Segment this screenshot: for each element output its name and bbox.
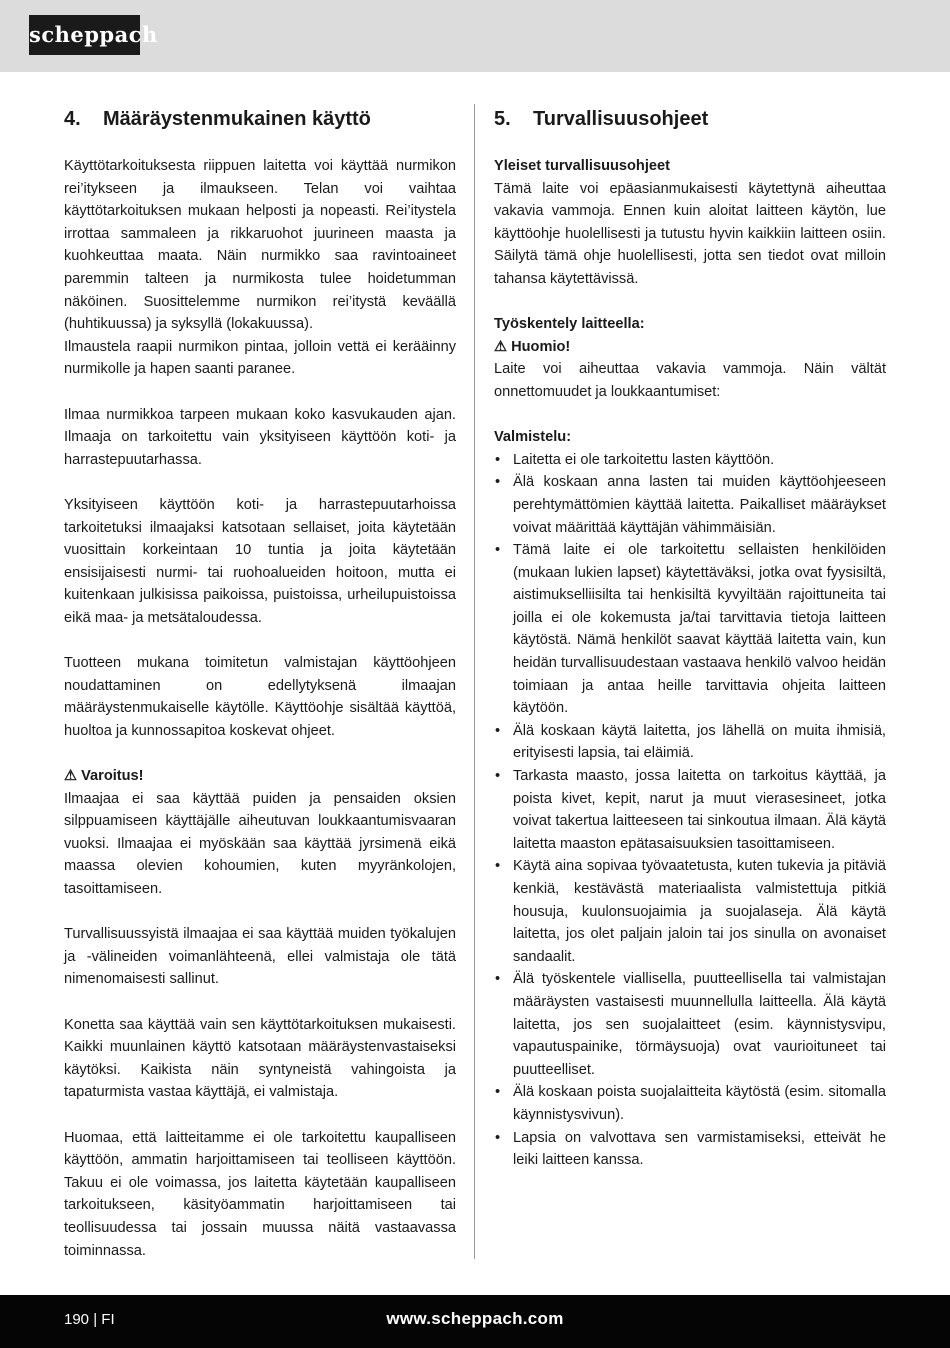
list-item bbox=[494, 855, 886, 968]
list-item bbox=[494, 1081, 886, 1126]
paragraph: Huomaa, että laitteitamme ei ole tarkoitettu kaupalliseen käyttöön, ammatin harjoittamiseen tai teolliseen käyttöön. Takuu ei ole voimassa, jos laitetta käytetään kaupalliseen tarkoitukseen, käsityöammatin harjoittamiseen tai teollisuudessa tai jossain muussa näitä vastaavassa toiminnassa. bbox=[64, 1129, 456, 1259]
bullet: • bbox=[495, 858, 501, 875]
list-item bbox=[494, 968, 886, 1081]
separator: | bbox=[93, 1311, 98, 1328]
section-5-heading bbox=[494, 104, 886, 134]
paragraph: Käyttötarkoituksesta riippuen laitetta voi käyttää nurmikon rei’itykseen ja ilmaukseen. Telan voi vaihtaa käyttötarkoituksen mukaan helposti ja nopeasti. Rei’itystela irrottaa sammaleen ja rikkaruohot juurineen maasta ja kuohkeuttaa maata. Näin nurmikko saa ravintoaineet paremmin talteen ja nurmikosta tulee hoidetumman näköinen. Suosittelemme nurmikon rei’itystä keväällä (huhtikuussa) ja syksyllä (lokakuussa). bbox=[64, 158, 456, 333]
subheading: Yleiset turvallisuusohjeet bbox=[494, 158, 670, 174]
section-title: Määräystenmukainen käyttö bbox=[103, 108, 371, 130]
bullet: • bbox=[495, 542, 501, 559]
section-number: 5. bbox=[494, 108, 511, 130]
right-column bbox=[494, 104, 886, 1172]
bullet: • bbox=[495, 451, 501, 468]
paragraph: Yksityiseen käyttöön koti- ja harrastepuutarhoissa tarkoitetuksi ilmaajaksi katsotaan sellaiset, joita käytetään vuosittain korkeintaan 10 tuntia ja joita käytetään ensisijaisesti nurmi- tai ruohoalueiden hoitoon, mutta ei kuitenkaan julkisissa paikoissa, puistoissa, urheilupuistoissa eikä maa- ja metsätaloudessa. bbox=[64, 496, 456, 626]
website-link[interactable]: www.scheppach.com bbox=[386, 1309, 564, 1328]
paragraph: Tämä laite voi epäasianmukaisesti käytettynä aiheuttaa vakavia vammoja. Ennen kuin aloitat laitteen käytön, lue käyttöohje huolellisesti ja tutustu hyvin kaikkiin laitteen osiin. Säilytä tämä ohje huolellisesti, jotta sen tiedot ovat milloin tahansa käytettävissä. bbox=[494, 180, 886, 287]
bullet: • bbox=[495, 768, 501, 785]
subheading: Työskentely laitteella: bbox=[494, 316, 645, 333]
list-item bbox=[494, 539, 886, 720]
paragraph: Ilmaa nurmikkoa tarpeen mukaan koko kasvukauden ajan. Ilmaaja on tarkoitettu vain yksityiseen käyttöön koti- ja harrastepuutarhassa. bbox=[64, 406, 456, 468]
page-number: 190 bbox=[64, 1311, 90, 1328]
bullet: • bbox=[495, 971, 501, 988]
warning-text: Ilmaajaa ei saa käyttää puiden ja pensaiden oksien silppuamiseen käyttäjälle aiheutuvan loukkaantumisvaaran vuoksi. Ilmaajaa ei myöskään saa käyttää jyrsimenä eikä maassa olevien kohoumien, kuten myyränkolojen, tasoittamiseen. bbox=[64, 790, 456, 897]
safety-list bbox=[494, 449, 886, 1172]
list-item-text: Älä koskaan käytä laitetta, jos lähellä on muita ihmisiä, erityisesti lapsia, tai eläimiä. bbox=[513, 722, 886, 762]
list-item-text: Laitetta ei ole tarkoitettu lasten käyttöön. bbox=[513, 451, 775, 468]
list-item-text: Käytä aina sopivaa työvaatetusta, kuten tukevia ja pitäviä kenkiä, kestävästä materiaalista valmistettuja pitkiä housuja, kuulonsuojaimia ja suojalaseja. Älä käytä laitetta, jos olet paljain jaloin tai jos sinulla on avonaiset sandaalit. bbox=[513, 858, 886, 965]
section-title: Turvallisuusohjeet bbox=[533, 108, 709, 130]
page-header bbox=[0, 0, 950, 72]
list-item bbox=[494, 720, 886, 765]
section-4-heading bbox=[64, 104, 456, 134]
paragraph: Ilmaustela raapii nurmikon pintaa, jolloin vettä ei kerääinny nurmikolle ja hapen saanti paranee. bbox=[64, 338, 456, 378]
paragraph: Turvallisuussyistä ilmaajaa ei saa käyttää muiden työkalujen ja -välineiden voimanlähteenä, ellei valmistaja ole tätä nimenomaisesti sallinut. bbox=[64, 926, 456, 988]
bullet: • bbox=[495, 722, 501, 739]
warning-triangle-icon: ⚠ bbox=[494, 338, 508, 355]
list-item bbox=[494, 449, 886, 472]
bullet: • bbox=[495, 1084, 501, 1101]
paragraph: Konetta saa käyttää vain sen käyttötarkoituksen mukaisesti. Kaikki muunlainen käyttö katsotaan määräystenvastaiseksi käytöksi. Kaikista näin syntyneistä vahingoista ja tapaturmista vastaa käyttäjä, ei valmistaja. bbox=[64, 1016, 456, 1101]
list-item-text: Tämä laite ei ole tarkoitettu sellaisten henkilöiden (mukaan lukien lapset) käytettäväksi, jotka ovat fyysisiltä, aistimukselliisilta tai henkisiltä kyvyiltään rajoittuneita tai joilla ei ole kokemusta ja/tai tarvittavia tietoja laitteen käytöstä. Nämä henkilöt saavat käyttää laitetta vain, kun heidän turvallisuudestaan vastaava henkilö valvoo heidän toimiaan ja antaa heille tarvittavia ohjeita laitteen käytöön. bbox=[513, 542, 886, 717]
page-footer bbox=[0, 1295, 950, 1348]
section-number: 4. bbox=[64, 108, 81, 130]
column-divider bbox=[474, 104, 475, 1259]
paragraph: Tuotteen mukana toimitetun valmistajan käyttöohjeen noudattaminen on edellytyksenä ilmaajan määräystenmukaiselle käytölle. Käyttöohje sisältää käyttöä, huoltoa ja kunnossapitoa koskevat ohjeet. bbox=[64, 655, 456, 739]
list-item-text: Lapsia on valvottava sen varmistamiseksi, etteivät he leiki laitteen kanssa. bbox=[513, 1129, 886, 1169]
list-item bbox=[494, 471, 886, 539]
caution-text: Laite voi aiheuttaa vakavia vammoja. Näin vältät onnettomuudet ja loukkaantumiset: bbox=[494, 361, 886, 400]
list-item bbox=[494, 1127, 886, 1172]
subheading: Valmistelu: bbox=[494, 429, 572, 446]
bullet: • bbox=[495, 474, 501, 491]
scheppach-logo: scheppach bbox=[29, 15, 140, 55]
list-item-text: Tarkasta maasto, jossa laitetta on tarkoitus käyttää, ja poista kivet, kepit, narut ja muut vierasesineet, jotka voivat takertua laitteeseen tai sinkoutua ilmaan. Älä käytä laitetta maaston epätasaisuuksien tasoittamiseen. bbox=[513, 768, 886, 852]
caution-heading bbox=[494, 336, 886, 359]
list-item-text: Älä työskentele viallisella, puutteellisella tai valmistajan määräysten vastaisesti muunnellulla laitteella. Älä käytä laitetta, jos sen suojalaitteet (esim. käynnistysvipu, vapautuspainike, törmäysuoja) ovat vaurioituneet tai puutteelliset. bbox=[513, 971, 886, 1078]
warning-title: Varoitus! bbox=[81, 768, 144, 785]
bullet: • bbox=[495, 1129, 501, 1146]
caution-title: Huomio! bbox=[511, 338, 571, 355]
language-code: FI bbox=[101, 1311, 115, 1328]
list-item-text: Älä koskaan poista suojalaitteita käytöstä (esim. sitomalla käynnistysvivun). bbox=[513, 1084, 886, 1123]
list-item bbox=[494, 765, 886, 855]
warning-triangle-icon: ⚠ bbox=[64, 768, 78, 785]
left-column bbox=[64, 104, 456, 1262]
warning-heading bbox=[64, 765, 456, 788]
list-item-text: Älä koskaan anna lasten tai muiden käyttöohjeeseen perehtymättömien käyttää laitetta. Paikalliset määräykset voivat määrittää käyttäjän vähimmäisiän. bbox=[513, 474, 886, 536]
